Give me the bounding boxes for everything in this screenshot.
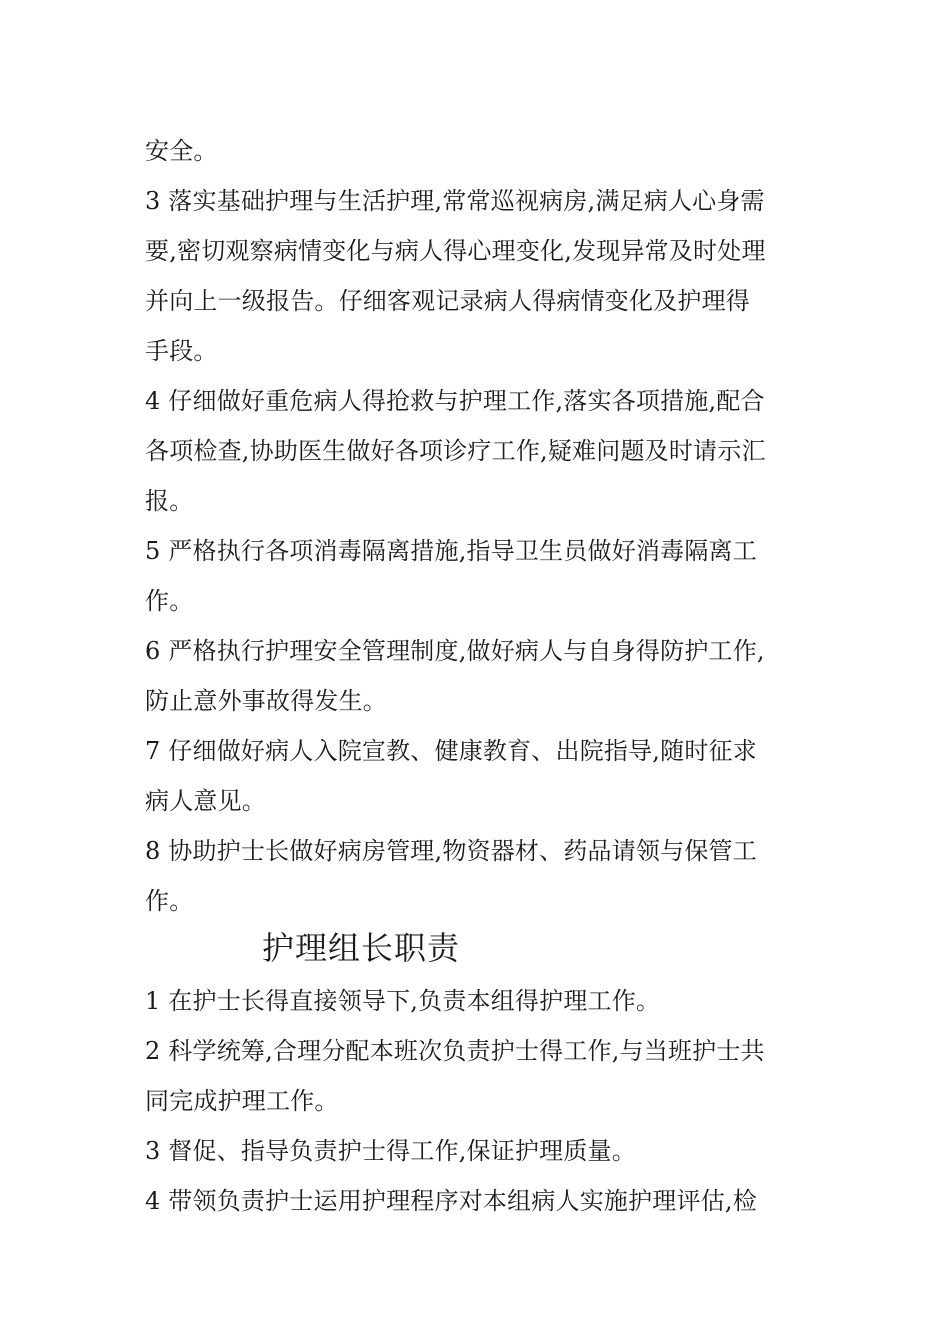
paragraph-line: 报。 — [145, 487, 194, 515]
paragraph-line: 病人意见。 — [145, 787, 266, 815]
paragraph-line: 并向上一级报告。仔细客观记录病人得病情变化及护理得 — [145, 287, 750, 315]
paragraph-line: 4 带领负责护士运用护理程序对本组病人实施护理评估,检 — [145, 1187, 757, 1215]
paragraph-line: 各项检查,协助医生做好各项诊疗工作,疑难问题及时请示汇 — [145, 437, 766, 465]
paragraph-line: 安全。 — [145, 137, 218, 165]
paragraph-line: 7 仔细做好病人入院宣教、健康教育、出院指导,随时征求 — [145, 737, 757, 765]
paragraph-line: 防止意外事故得发生。 — [145, 687, 387, 715]
paragraph-line: 作。 — [145, 887, 194, 915]
paragraph-line: 2 科学统筹,合理分配本班次负责护士得工作,与当班护士共 — [145, 1037, 765, 1065]
paragraph-line: 8 协助护士长做好病房管理,物资器材、药品请领与保管工 — [145, 837, 757, 865]
paragraph-line: 手段。 — [145, 337, 218, 365]
paragraph-line: 3 督促、指导负责护士得工作,保证护理质量。 — [145, 1137, 636, 1165]
paragraph-line: 要,密切观察病情变化与病人得心理变化,发现异常及时处理 — [145, 237, 766, 265]
paragraph-line: 6 严格执行护理安全管理制度,做好病人与自身得防护工作, — [145, 637, 765, 665]
paragraph-line: 4 仔细做好重危病人得抢救与护理工作,落实各项措施,配合 — [145, 387, 765, 415]
paragraph-line: 作。 — [145, 587, 194, 615]
paragraph-line: 1 在护士长得直接领导下,负责本组得护理工作。 — [145, 987, 661, 1015]
paragraph-line: 3 落实基础护理与生活护理,常常巡视病房,满足病人心身需 — [145, 187, 765, 215]
paragraph-line: 5 严格执行各项消毒隔离措施,指导卫生员做好消毒隔离工 — [145, 537, 757, 565]
section-heading: 护理组长职责 — [262, 929, 461, 967]
paragraph-line: 同完成护理工作。 — [145, 1087, 339, 1115]
